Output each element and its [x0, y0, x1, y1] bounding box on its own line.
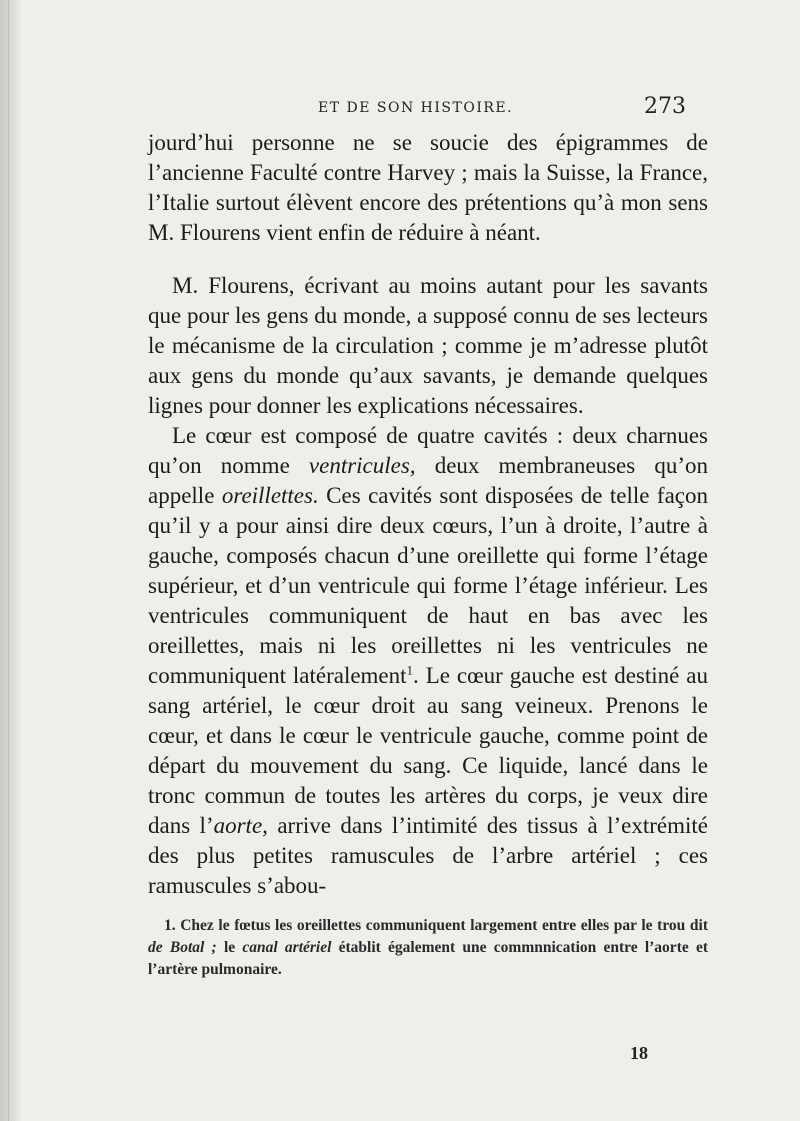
- paragraph-1: jourd’hui personne ne se soucie des épigrammes de l’ancienne Faculté contre Harvey ; mais la Suisse, la France, l’Italie surtout élèvent encore des prétentions qu’à mon sens M. Flourens vient enfin de réduire à néant.: [148, 130, 708, 245]
- signature-mark: 18: [630, 1043, 648, 1063]
- body-text: [148, 128, 708, 901]
- footnote-term-canal: canal artériel: [242, 939, 332, 956]
- paragraph-2: M. Flourens, écrivant au moins autant pour les savants que pour les gens du monde, a supposé connu de ses lecteurs le mécanisme de la circulation ; comme je m’adresse plutôt aux gens du monde qu’aux savants, je demande quelques lignes pour donner les explications nécessaires.: [148, 273, 708, 418]
- footnote-term-botal: de Botal ;: [148, 939, 217, 956]
- term-aorte: aorte,: [213, 813, 268, 838]
- spine-line: [8, 0, 9, 1121]
- page-number: 273: [644, 94, 686, 119]
- term-ventricules: ventricules,: [308, 453, 416, 478]
- p3-text-5: arrive dans l’intimité des tissus à l’extrémité des plus petites ramuscules de l’arbre artériel ; ces ramuscules s’abou-: [148, 813, 708, 898]
- footnote-text-3: établit également une commnnication entre l’aorte et l’artère pulmonaire.: [148, 939, 709, 978]
- footnote-text-2: le: [216, 939, 243, 956]
- p3-text-1: Le cœur est composé de quatre cavités : deux charnues qu’on nomme: [148, 423, 708, 478]
- footnote-ref: 1: [406, 662, 414, 678]
- page-gutter: [0, 0, 22, 1121]
- footnote: [148, 915, 708, 981]
- p3-text-2: deux membraneuses qu’on appelle: [148, 453, 708, 508]
- book-page: [148, 88, 708, 981]
- term-oreillettes: oreillettes.: [221, 483, 319, 508]
- running-head-title: ET DE SON HISTOIRE.: [318, 100, 514, 116]
- footnote-text-1: 1. Chez le fœtus les oreillettes communiquent largement entre elles par le trou dit: [164, 917, 708, 934]
- running-head: [148, 88, 708, 128]
- paragraph-3: [148, 421, 708, 901]
- p3-text-4: . Le cœur gauche est destiné au sang artériel, le cœur droit au sang veineux. Prenons le cœur, et dans le cœur le ventricule gauche, comme point de départ du mouvement du sang. Ce liquide, lancé dans le tronc commun de toutes les artères du corps, je veux dire dans l’: [148, 663, 708, 838]
- p3-text-3: Ces cavités sont disposées de telle façon qu’il y a pour ainsi dire deux cœurs, l’un à droite, l’autre à gauche, composés chacun d’une oreillette qui forme l’étage supérieur, et d’un ventricule qui forme l’étage inférieur. Les ventricules communiquent de haut en bas avec les oreillettes, mais ni les oreillettes ni les ventricules ne communiquent latéralement: [148, 483, 708, 688]
